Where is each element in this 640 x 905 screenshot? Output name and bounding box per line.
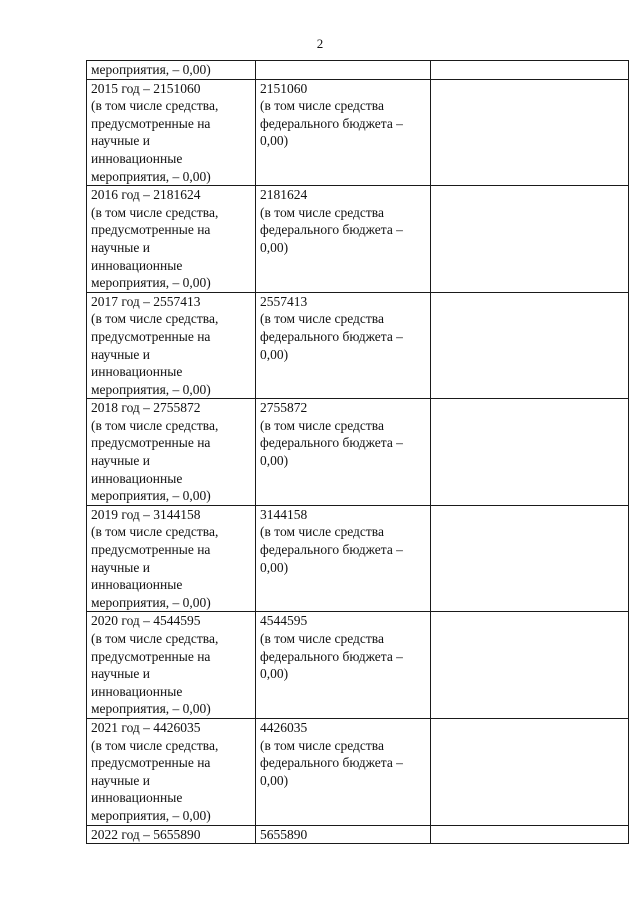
table-cell-col3: [431, 718, 629, 825]
table-cell-col1: [87, 186, 256, 293]
cell-text-line: предусмотренные на: [91, 115, 211, 131]
cell-text-line: 2151060: [260, 80, 308, 96]
cell-text-line: инновационные: [91, 150, 183, 166]
cell-text-line: федерального бюджета –: [260, 648, 403, 664]
cell-text-line: инновационные: [91, 790, 183, 806]
cell-text-line: мероприятия, – 0,00): [91, 168, 211, 184]
cell-text-line: 0,00): [260, 559, 289, 575]
table-cell-col2: [256, 79, 431, 186]
table-row: [87, 399, 629, 506]
page-number: 2: [316, 36, 324, 51]
table-cell-col3: [431, 61, 629, 80]
cell-text-line: федерального бюджета –: [260, 222, 403, 238]
funding-table: [86, 60, 629, 844]
cell-text-line: научные и: [91, 239, 150, 255]
cell-text-line: инновационные: [91, 683, 183, 699]
cell-text-line: (в том числе средства: [260, 311, 384, 327]
cell-text-line: федерального бюджета –: [260, 542, 403, 558]
cell-text-line: 2016 год – 2181624: [91, 187, 201, 203]
cell-text-line: 2021 год – 4426035: [91, 719, 201, 735]
cell-text-line: (в том числе средства: [260, 737, 384, 753]
cell-text-line: предусмотренные на: [91, 542, 211, 558]
table-cell-col2: [256, 292, 431, 399]
cell-text-line: предусмотренные на: [91, 755, 211, 771]
cell-text-line: предусмотренные на: [91, 222, 211, 238]
cell-text-line: (в том числе средства: [260, 524, 384, 540]
cell-text-line: 0,00): [260, 346, 289, 362]
cell-text-line: 2019 год – 3144158: [91, 506, 201, 522]
cell-text-line: (в том числе средства,: [91, 524, 219, 540]
cell-text-line: 0,00): [260, 453, 289, 469]
cell-text-line: инновационные: [91, 470, 183, 486]
cell-text-line: 2755872: [260, 400, 308, 416]
cell-text-line: 4544595: [260, 613, 308, 629]
cell-text-line: федерального бюджета –: [260, 755, 403, 771]
cell-text-line: 3144158: [260, 506, 308, 522]
cell-text-line: 2018 год – 2755872: [91, 400, 201, 416]
cell-text-line: научные и: [91, 346, 150, 362]
cell-text-line: инновационные: [91, 257, 183, 273]
table-cell-col1: [87, 61, 256, 80]
table-cell-col3: [431, 612, 629, 719]
cell-text-line: 0,00): [260, 133, 289, 149]
cell-text-line: (в том числе средства: [260, 631, 384, 646]
cell-text-line: инновационные: [91, 364, 183, 380]
cell-text-line: (в том числе средства,: [91, 737, 219, 753]
cell-text-line: 0,00): [260, 772, 289, 788]
cell-text-line: 2020 год – 4544595: [91, 613, 201, 629]
cell-text-line: (в том числе средства,: [91, 204, 219, 220]
table-cell-col2: [256, 612, 431, 719]
table-row: [87, 718, 629, 825]
cell-text-line: (в том числе средства: [260, 204, 384, 220]
cell-text-line: 2557413: [260, 293, 308, 309]
table-row: [87, 825, 629, 844]
cell-text-line: научные и: [91, 133, 150, 149]
cell-text-line: научные и: [91, 559, 150, 575]
cell-text-line: научные и: [91, 772, 150, 788]
cell-text-line: мероприятия, – 0,00): [91, 594, 211, 610]
cell-text-line: предусмотренные на: [91, 648, 211, 664]
cell-text-line: мероприятия, – 0,00): [91, 62, 211, 77]
table-cell-col2: [256, 505, 431, 612]
table-row: [87, 79, 629, 186]
cell-text-line: 2022 год – 5655890: [91, 826, 201, 842]
cell-text-line: 2017 год – 2557413: [91, 293, 201, 309]
cell-text-line: (в том числе средства: [260, 98, 384, 114]
table-row: [87, 61, 629, 80]
cell-text-line: (в том числе средства,: [91, 311, 219, 327]
table-row: [87, 612, 629, 719]
table-cell-col2: [256, 61, 431, 80]
table-cell-col1: [87, 292, 256, 399]
table-cell-col1: [87, 79, 256, 186]
table-cell-col1: [87, 718, 256, 825]
cell-text-line: 2181624: [260, 187, 308, 203]
table-cell-col3: [431, 292, 629, 399]
cell-text-line: 0,00): [260, 239, 289, 255]
table-cell-col3: [431, 186, 629, 293]
cell-text-line: федерального бюджета –: [260, 328, 403, 344]
cell-text-line: мероприятия, – 0,00): [91, 701, 211, 717]
cell-text-line: федерального бюджета –: [260, 115, 403, 131]
cell-text-line: мероприятия, – 0,00): [91, 488, 211, 504]
cell-text-line: (в том числе средства: [260, 417, 384, 433]
table-cell-col1: [87, 399, 256, 506]
table-cell-col3: [431, 825, 629, 844]
table-cell-col3: [431, 399, 629, 506]
cell-text-line: предусмотренные на: [91, 328, 211, 344]
cell-text-line: (в том числе средства,: [91, 417, 219, 433]
cell-text-line: 4426035: [260, 719, 308, 735]
table-cell-col2: [256, 399, 431, 506]
table-cell-col1: [87, 505, 256, 612]
table-cell-col3: [431, 79, 629, 186]
cell-text-line: предусмотренные на: [91, 435, 211, 451]
table-row: [87, 505, 629, 612]
table-row: [87, 292, 629, 399]
cell-text-line: мероприятия, – 0,00): [91, 381, 211, 397]
cell-text-line: 2015 год – 2151060: [91, 80, 201, 96]
table-cell-col3: [431, 505, 629, 612]
cell-text-line: научные и: [91, 453, 150, 469]
cell-text-line: (в том числе средства,: [91, 98, 219, 114]
funding-table-body: [87, 61, 629, 844]
cell-text-line: (в том числе средства,: [91, 631, 219, 646]
cell-text-line: 5655890: [260, 826, 308, 842]
cell-text-line: научные и: [91, 666, 150, 682]
cell-text-line: федерального бюджета –: [260, 435, 403, 451]
table-cell-col1: [87, 825, 256, 844]
cell-text-line: мероприятия, – 0,00): [91, 275, 211, 291]
cell-text-line: инновационные: [91, 577, 183, 593]
table-cell-col2: [256, 825, 431, 844]
cell-text-line: 0,00): [260, 666, 289, 682]
table-cell-col2: [256, 186, 431, 293]
cell-text-line: мероприятия, – 0,00): [91, 807, 211, 823]
table-cell-col1: [87, 612, 256, 719]
table-cell-col2: [256, 718, 431, 825]
table-row: [87, 186, 629, 293]
